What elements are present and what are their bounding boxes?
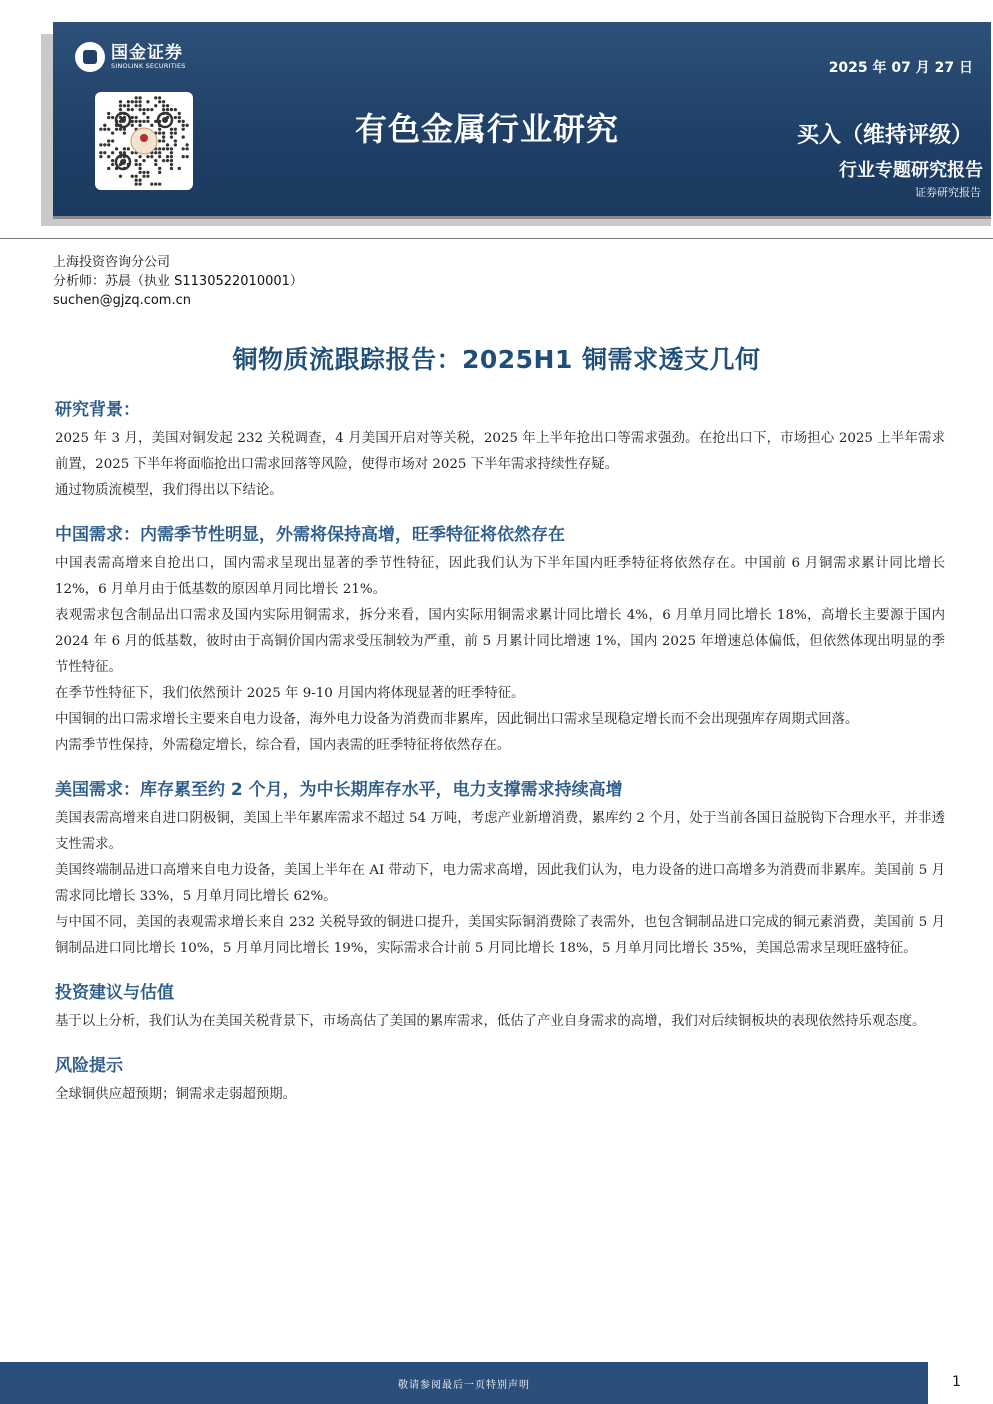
paragraph: 中国表需高增来自抢出口，国内需求呈现出显著的季节性特征，因此我们认为下半年国内旺季特征将依然存在。中国前 6 月铜需求累计同比增长 12%，6 月单月由于低基数的原因单月同比增长 21%。 — [55, 556, 945, 597]
paragraph: 全球铜供应超预期；铜需求走弱超预期。 — [55, 1087, 297, 1102]
section-heading: 研究背景： — [55, 400, 140, 420]
paragraph: 通过物质流模型，我们得出以下结论。 — [55, 483, 283, 498]
analyst-email[interactable]: suchen@gjzq.com.cn — [53, 293, 191, 308]
logo-cn: 国金证券 — [111, 43, 183, 63]
report-body — [55, 395, 945, 1124]
section-china-demand — [55, 520, 945, 759]
page-number: 1 — [952, 1374, 961, 1390]
paragraph: 与中国不同，美国的表观需求增长来自 232 关税导致的铜进口提升，美国实际铜消费除了表需外，也包含铜制品进口完成的铜元素消费，美国前 5 月铜制品进口同比增长 10%，5 月单月同比增长 19%，实际需求合计前 5 月同比增长 18%，5 月单月同比增长 35%，美国总需求呈现旺盛特征。 — [55, 915, 945, 956]
section-heading: 中国需求：内需季节性明显，外需将保持高增，旺季特征将依然存在 — [55, 525, 565, 545]
footer-disclaimer[interactable]: 敬请参阅最后一页特别声明 — [398, 1380, 530, 1391]
industry-title: 有色金属行业研究 — [355, 110, 620, 148]
report-subtype: 证券研究报告 — [915, 186, 981, 199]
paragraph: 基于以上分析，我们认为在美国关税背景下，市场高估了美国的累库需求，低估了产业自身需求的高增，我们对后续铜板块的表现依然持乐观态度。 — [55, 1014, 926, 1029]
logo-en: SINOLINK SECURITIES — [111, 62, 186, 70]
section-heading: 风险提示 — [55, 1056, 123, 1076]
banner-underline — [53, 216, 991, 219]
report-type: 行业专题研究报告 — [839, 160, 983, 181]
paragraph: 2025 年 3 月，美国对铜发起 232 关税调查，4 月美国开启对等关税，2025 年上半年抢出口等需求强劲。在抢出口下，市场担心 2025 上半年需求前置，2025 下半年将面临抢出口需求回落等风险，使得市场对 2025 下半年需求持续性存疑。 — [55, 431, 945, 472]
paragraph: 内需季节性保持，外需稳定增长，综合看，国内表需的旺季特征将依然存在。 — [55, 738, 511, 753]
section-heading: 美国需求：库存累至约 2 个月，为中长期库存水平，电力支撑需求持续高增 — [55, 780, 623, 800]
company-branch: 上海投资咨询分公司 — [53, 255, 171, 270]
company-logo — [75, 42, 186, 72]
paragraph: 中国铜的出口需求增长主要来自电力设备，海外电力设备为消费而非累库，因此铜出口需求呈现稳定增长而不会出现强库存周期式回落。 — [55, 712, 859, 727]
section-us-demand — [55, 775, 945, 962]
paragraph: 表观需求包含制品出口需求及国内实际用铜需求，拆分来看，国内实际用铜需求累计同比增长 4%，6 月单月同比增长 18%，高增长主要源于国内 2024 年 6 月的低基数，彼时由于高铜价国内需求受压制较为严重，前 5 月累计同比增速 1%，国内 2025 年增速总体偏低，但依然体现出明显的季节性特征。 — [55, 608, 945, 675]
logo-icon — [75, 42, 105, 72]
section-background — [55, 395, 945, 504]
report-title: 铜物质流跟踪报告：2025H1 铜需求透支几何 — [232, 345, 761, 374]
paragraph: 美国表需高增来自进口阴极铜，美国上半年累库需求不超过 54 万吨，考虑产业新增消费，累库约 2 个月，处于当前各国日益脱钩下合理水平，并非透支性需求。 — [55, 811, 945, 852]
analyst-name: 分析师：苏晨（执业 S1130522010001） — [53, 274, 303, 289]
section-heading: 投资建议与估值 — [55, 983, 174, 1003]
paragraph: 在季节性特征下，我们依然预计 2025 年 9-10 月国内将体现显著的旺季特征。 — [55, 686, 525, 701]
author-block — [53, 253, 303, 310]
divider — [0, 238, 993, 239]
paragraph: 美国终端制品进口高增来自电力设备，美国上半年在 AI 带动下，电力需求高增，因此我们认为，电力设备的进口高增多为消费而非累库。美国前 5 月需求同比增长 33%，5 月单月同比增长 62%。 — [55, 863, 945, 904]
rating: 买入（维持评级） — [796, 123, 973, 148]
report-date: 2025 年 07 月 27 日 — [828, 60, 973, 76]
qr-code-icon[interactable] — [95, 92, 193, 190]
section-risk — [55, 1051, 945, 1108]
section-investment-advice — [55, 978, 945, 1035]
